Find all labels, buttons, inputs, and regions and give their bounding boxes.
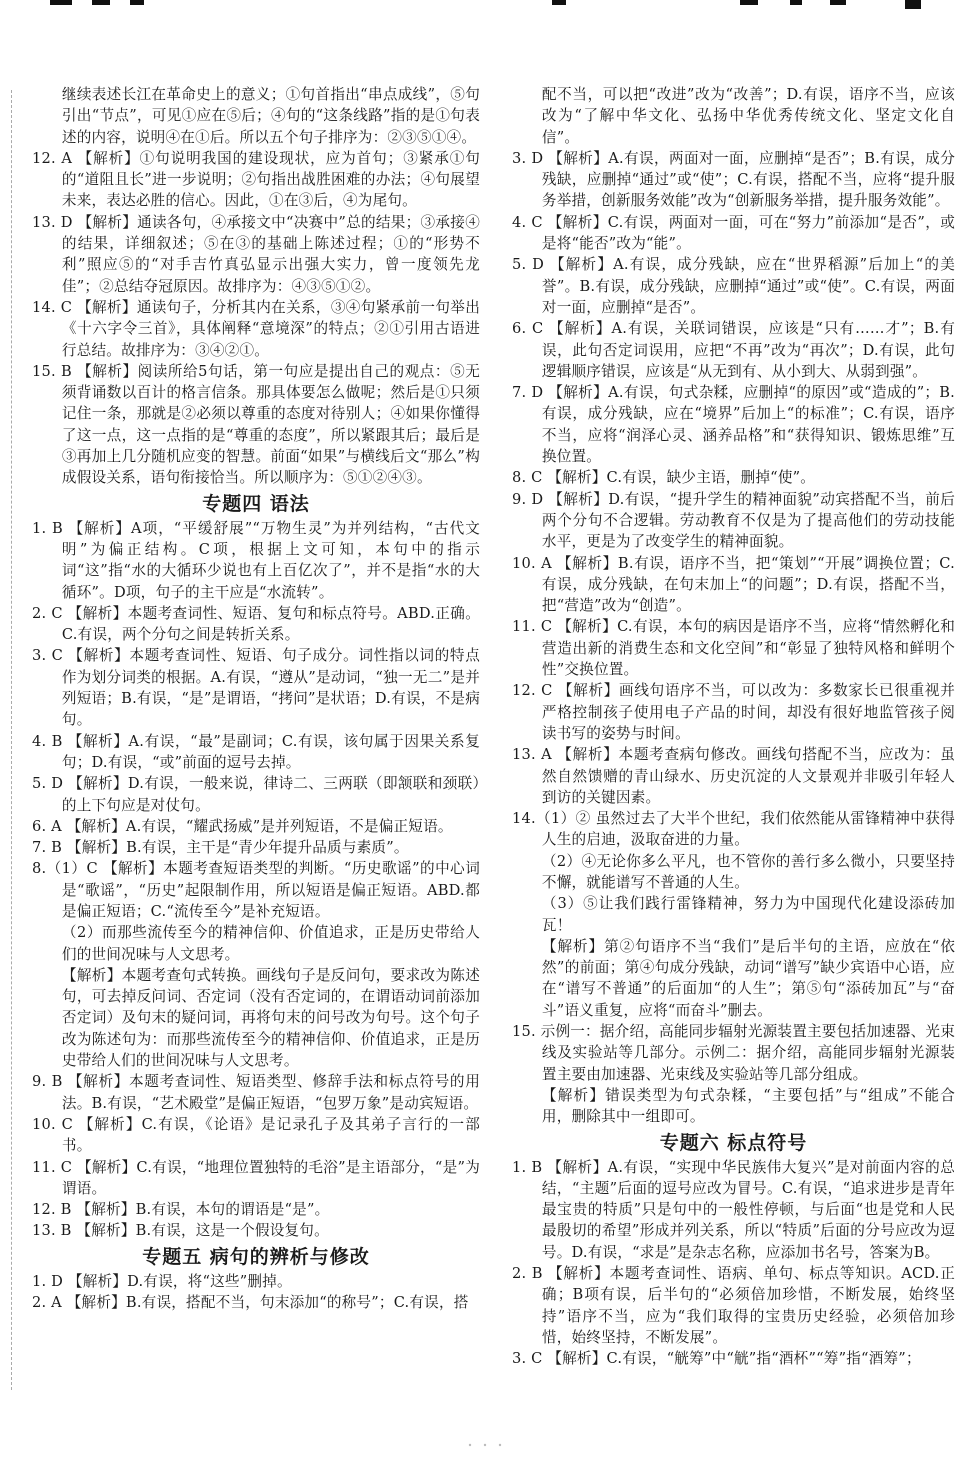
answer-12: 12. A 【解析】①句说明我国的建设现状，应为首句；③紧承①句的“道阻且长”进一步说明；②句指出战胜困难的办法；④句展望未来，表达必胜的信心。因此，①在③后，④为尾句。 (32, 149, 480, 210)
edge-mark (92, 0, 110, 5)
grammar-answer-3: 3. C 【解析】本题考查词性、短语、句子成分。词性指以词的特点作为划分词类的根据。A.有误，“遵从”是动词，“独一无二”是并列短语；B.有误，“是”是谓语，“拷问”是状语；D.有误，不是病句。 (32, 647, 480, 729)
grammar-answer-2: 2. C 【解析】本题考查词性、短语、复句和标点符号。ABD.正确。C.有误，两个分句之间是转折关系。 (32, 604, 480, 644)
error-answer-2: 2. A 【解析】B.有误，搭配不当，句末添加“的称号”；C.有误，搭 (32, 1294, 469, 1312)
error-answer-4: 4. C 【解析】C.有误，两面对一面，可在“努力”前添加“是否”，或是将“能否”改为“能”。 (512, 213, 955, 253)
answer-13: 13. D 【解析】通读各句，④承接文中“决赛中”总的结果；③承接④的结果，详细叙述；⑤在③的基础上陈述过程；①的“形势不利”照应⑤的“对手吉竹真弘显示出强大实力，曾一度领先龙佳”；②总结夺冠原因。故排序为：④③⑤①②。 (32, 213, 480, 295)
error-answer-3: 3. D 【解析】A.有误，两面对一面，应删掉“是否”；B.有误，成分残缺，应删掉“通过”或“使”；C.有误，搭配不当，应将“提升服务举措，创新服务效能”改为“创新服务举措，提升服务效能”。 (512, 149, 955, 210)
grammar-answer-9: 9. B 【解析】本题考查词性、短语类型、修辞手法和标点符号的用法。B.有误，“艺术殿堂”是偏正短语，“包罗万象”是动宾短语。 (32, 1073, 480, 1112)
error-answer-12: 12. C 【解析】画线句语序不当，可以改为：多数家长已很重视并严格控制孩子使用电子产品的时间，却没有很好地监管孩子阅读书写的姿势与时间。 (512, 682, 955, 742)
answer-15: 15. B 【解析】阅读所给5句话，第一句应是提出自己的观点：⑤无须背诵数以百计的格言信条。那具体要怎么做呢；然后是①只须记住一条，那就是②必须以尊重的态度对待别人；④如果你懂得了这一点，这一点指的是“尊重的态度”，所以紧跟其后；最后是③再加上几分随机应变的智慧。前面“如果”与横线后文“那么”构成假设关系，语句衔接恰当。所以顺序为：⑤①②④③。 (32, 362, 480, 487)
edge-mark (830, 0, 846, 5)
grammar-answer-1: 1. B 【解析】A项，“平缓舒展”“万物生灵”为并列结构，“古代文明”为偏正结构。C项，根据上文可知，本句中的指示词“这”指“水的大循环少说也有上百亿次了”，并不是指“水的大循环”。D项，句子的主干应是“水流转”。 (32, 519, 480, 601)
error-answer-11: 11. C 【解析】C.有误，本句的病因是语序不当，应将“情然孵化和营造出新的消费生态和文化空间”和“彰显了独特风格和鲜明个性”交换位置。 (512, 618, 955, 679)
binding-margin-line (11, 90, 13, 1390)
error-answer-7: 7. D 【解析】A.有误，句式杂糅，应删掉“的原因”或“造成的”；B.有误，成分残缺，应在“境界”后加上“的标准”；C.有误，语序不当，应将“润泽心灵、涵养品格”和“获得知识、锻炼思维”互换位置。 (512, 384, 955, 466)
punctuation-answer-2: 2. B 【解析】本题考查词性、语病、单句、标点等知识。ACD.正确；B项有误，后半句的“必须倍加珍惜，不断发展，始终坚持”语序不当，应为“我们取得的宝贵历史经验，必须倍加珍惜，始终坚持，不断发展”。 (512, 1265, 955, 1346)
footer-decoration (440, 1438, 530, 1452)
section-heading-punctuation: 专题六 标点符号 (659, 1131, 808, 1154)
grammar-answer-4: 4. B 【解析】A.有误，“最”是副词；C.有误，该句属于因果关系复句；D.有误，“或”前面的逗号去掉。 (32, 732, 480, 771)
error-answer-15-analysis: 【解析】错误类型为句式杂糅，“主要包括”与“组成”不能合用，删除其中一组即可。 (541, 1086, 955, 1126)
error-answer-6: 6. C 【解析】A.有误，关联词错误，应该是“只有……才”；B.有误，此句否定词误用，应把“不再”改为“再次”；D.有误，此句逻辑顺序错误，应该是“从无到有、从小到大、从弱到强”。 (512, 320, 955, 380)
left-column (32, 84, 480, 1313)
section-heading-grammar: 专题四 语法 (202, 492, 310, 515)
top-edge-marks (0, 0, 963, 10)
edge-mark (50, 0, 72, 5)
error-answer-14-part3: （3）⑤让我们践行雷锋精神，努力为中国现代化建设添砖加瓦！ (541, 895, 955, 934)
grammar-answer-12: 12. B 【解析】B.有误，本句的谓语是“是”。 (32, 1201, 330, 1219)
error-answer-14-analysis: 【解析】第②句语序不当“我们”是后半句的主语，应放在“依然”的前面；第④句成分残缺，动词“谱写”缺少宾语中心语，应在“谱写不普通”的后面加“的人生”；第⑤句“添砖加瓦”与“奋斗”语义重复，应将“而奋斗”删去。 (541, 937, 955, 1019)
right-column (512, 84, 955, 1370)
grammar-answer-8-analysis: 【解析】本题考查句式转换。画线句子是反问句，要求改为陈述句，可去掉反问词、否定词（没有否定词的，在谓语动词前添加否定词）及句末的疑问词，再将句末的问号改为句号。这个句子改为陈述句为：而那些流传至今的精神信仰、价值追求，正是历史带给人们的世间况味与人文思考。 (61, 966, 480, 1070)
grammar-answer-6: 6. A 【解析】A.有误，“耀武扬威”是并列短语，不是偏正短语。 (32, 817, 453, 835)
error-answer-5: 5. D 【解析】A.有误，成分残缺，应在“世界稻源”后加上“的美誉”。B.有误，成分残缺，应删掉“通过”或“使”。C.有误，两面对一面，应删掉“是否”。 (512, 256, 955, 316)
grammar-answer-13: 13. B 【解析】B.有误，这是一个假设复句。 (32, 1222, 329, 1240)
grammar-answer-10: 10. C 【解析】C.有误，《论语》是记录孔子及其弟子言行的一部书。 (32, 1115, 480, 1155)
error-answer-14-part2: （2）④无论你多么平凡，也不管你的善行多么微小，只要坚持不懈，就能谱写不普通的人生。 (541, 852, 955, 891)
punctuation-answer-3: 3. C 【解析】C.有误，“觥筹”中“觥”指“酒杯”“筹”指“酒筹”； (512, 1350, 921, 1368)
error-answer-13: 13. A 【解析】本题考查病句修改。画线句搭配不当，应改为：虽然自然馈赠的青山绿水、历史沉淀的人文景观并非吸引年轻人到访的关键因素。 (512, 746, 955, 806)
grammar-answer-11: 11. C 【解析】C.有误，“地理位置独特的毛浴”是主语部分，“是”为谓语。 (32, 1158, 480, 1197)
edge-mark (905, 0, 921, 9)
error-answer-10: 10. A 【解析】B.有误，语序不当，把“策划”“开展”调换位置；C.有误，成分残缺，在句末加上“的问题”；D.有误，搭配不当，把“营造”改为“创造”。 (512, 554, 955, 615)
error-answer-9: 9. D 【解析】D.有误，“提升学生的精神面貌”动宾搭配不当，前后两个分句不合逻辑。劳动教育不仅是为了提高他们的劳动技能水平，更是为了改变学生的精神面貌。 (512, 490, 955, 551)
grammar-answer-7: 7. B 【解析】B.有误，主干是“青少年提升品质与素质”。 (32, 839, 409, 857)
edge-mark (130, 0, 144, 5)
grammar-answer-5: 5. D 【解析】D.有误，一般来说，律诗二、三两联（即颔联和颈联）的上下句应是对仗句。 (32, 775, 480, 814)
error-answer-14-part1: 14.（1）② 虽然过去了大半个世纪，我们依然能从雷锋精神中获得人生的启迪，汲取奋进的力量。 (512, 810, 955, 849)
error-answer-1: 1. D 【解析】D.有误，将“这些”删掉。 (32, 1272, 292, 1290)
error-answer-2-continuation: 配不当，可以把“改进”改为“改善”；D.有误，语序不当，应该改为“了解中华文化、弘扬中华优秀传统文化、坚定文化自信”。 (541, 86, 955, 146)
punctuation-answer-1: 1. B 【解析】A.有误，“实现中华民族伟大复兴”是对前面内容的总结，“主题”后面的逗号应改为冒号。C.有误，“追求进步是青年最宝贵的特质”只是句中的一般性停顿，与后面“也是党和人民最殷切的希望”形成并列关系，所以“特质”后面的分号应改为逗号。D.有误，“求是”是杂志名称，应添加书名号，答案为B。 (512, 1158, 955, 1261)
error-answer-15: 15. 示例一：据介绍，高能同步辐射光源装置主要包括加速器、光束线及实验站等几部分。示例二：据介绍，高能同步辐射光源装置主要由加速器、光束线及实验站等几部分组成。 (512, 1023, 955, 1083)
answer-14: 14. C 【解析】通读句子，分析其内在关系，③④句紧承前一句举出《十六字令三首》，具体阐释“意境深”的特点；②①引用古语进行总结。故排序为：③④②①。 (32, 298, 480, 359)
edge-mark (740, 0, 758, 5)
grammar-answer-8-part1: 8.（1）C 【解析】本题考查短语类型的判断。“历史歌谣”的中心词是“歌谣”，“历史”起限制作用，所以短语是偏正短语。ABD.都是偏正短语；C.“流传至今”是补充短语。 (32, 860, 480, 920)
grammar-answer-8-part2: （2）而那些流传至今的精神信仰、价值追求，正是历史带给人们的世间况味与人文思考。 (61, 924, 480, 963)
edge-mark (552, 0, 566, 5)
edge-mark (790, 0, 802, 5)
section-heading-sentence-errors: 专题五 病句的辨析与修改 (142, 1245, 370, 1268)
error-answer-8: 8. C 【解析】C.有误，缺少主语，删掉“使”。 (512, 469, 816, 487)
answer-continuation: 继续表述长江在革命史上的意义；①句首指出“串点成线”，⑤句引出“节点”，可见①应在⑤后；④句的“这条线路”指的是①句表述的内容，说明④在①后。所以五个句子排序为：②③⑤①④。 (61, 86, 480, 146)
